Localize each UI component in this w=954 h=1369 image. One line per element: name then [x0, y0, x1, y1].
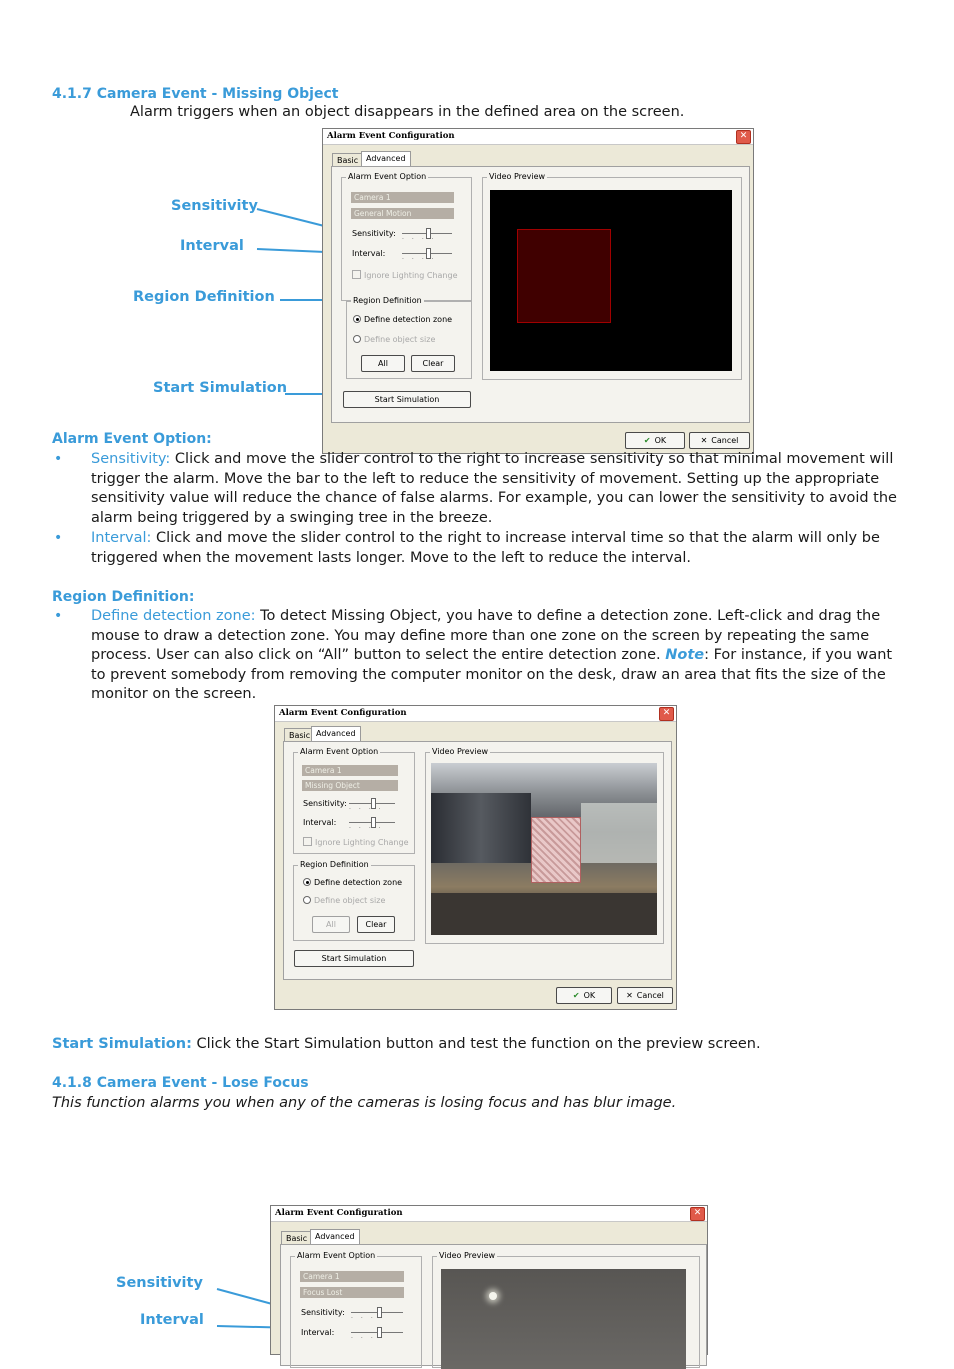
- region-definition-paragraph: [91, 607, 899, 705]
- detection-zone[interactable]: [517, 229, 611, 323]
- interval-label: Interval:: [301, 1328, 335, 1337]
- callout-sensitivity: Sensitivity: [171, 198, 258, 214]
- sensitivity-ticks: ····: [402, 236, 442, 243]
- radio-selected-icon: [303, 878, 311, 886]
- alarm-event-option-group: [290, 1251, 422, 1368]
- video-preview-screen[interactable]: [490, 190, 732, 371]
- tab-advanced[interactable]: Advanced: [361, 151, 411, 167]
- interval-label: Interval:: [303, 818, 337, 827]
- section-intro: Alarm triggers when an object disappears in the defined area on the screen.: [130, 104, 685, 120]
- video-preview-group: [425, 747, 664, 944]
- start-simulation-button[interactable]: Start Simulation: [343, 391, 471, 408]
- section-heading-missing-object: 4.1.7 Camera Event - Missing Object: [52, 86, 339, 102]
- define-zone-term: Define detection zone:: [91, 608, 256, 624]
- ignore-lighting-label: Ignore Lighting Change: [364, 271, 458, 280]
- region-definition-heading: Region Definition:: [52, 589, 195, 605]
- check-icon: ✔: [572, 991, 580, 1000]
- alarm-event-option-legend: Alarm Event Option: [348, 172, 427, 181]
- sensitivity-label: Sensitivity:: [352, 229, 396, 238]
- tab-panel: [331, 166, 750, 423]
- clear-button[interactable]: Clear: [411, 355, 455, 372]
- alarm-event-option-legend: Alarm Event Option: [300, 747, 379, 756]
- interval-term: Interval:: [91, 530, 152, 546]
- callout-start-simulation: Start Simulation: [153, 380, 288, 396]
- alarm-event-dialog-missing-object: [274, 705, 677, 1010]
- video-preview-legend: Video Preview: [439, 1251, 496, 1260]
- radio-selected-icon: [353, 315, 361, 323]
- checkbox-icon: [303, 837, 312, 846]
- ok-button[interactable]: [625, 432, 685, 449]
- tab-panel: [283, 741, 672, 980]
- ignore-lighting-checkbox: [352, 270, 458, 280]
- interval-ticks: ····: [349, 825, 389, 832]
- cancel-label: Cancel: [636, 991, 664, 1000]
- region-definition-legend: Region Definition: [300, 860, 369, 869]
- x-icon: ✕: [626, 991, 633, 1000]
- camera-field: Camera 1: [302, 765, 398, 776]
- video-preview-legend: Video Preview: [489, 172, 546, 181]
- detection-zone[interactable]: [531, 817, 581, 883]
- video-preview-group: [432, 1251, 700, 1368]
- bookshelf-shape: [431, 793, 531, 863]
- interval-ticks: ····: [402, 256, 442, 263]
- start-simulation-button[interactable]: Start Simulation: [294, 950, 414, 967]
- interval-paragraph: [91, 529, 901, 568]
- all-button[interactable]: All: [361, 355, 405, 372]
- clear-button[interactable]: Clear: [357, 916, 395, 933]
- sensitivity-text: Click and move the slider control to the right to increase sensitivity so that minimal movement will trigger the alarm. Move the bar to the left to reduce the sensitivity of movement. Setting up the appropriate sensitivity value will reduce the chance of false alarms. For example, you can lower the sensitivity to avoid the alarm being triggered by a swinging tree in the breeze.: [91, 451, 897, 526]
- ok-label: OK: [583, 991, 596, 1000]
- callout-region-definition: Region Definition: [133, 289, 275, 305]
- sensitivity-ticks: ····: [351, 1315, 391, 1322]
- video-preview-blurred[interactable]: [441, 1269, 686, 1369]
- video-preview-image[interactable]: [431, 763, 657, 935]
- cancel-label: Cancel: [711, 436, 739, 445]
- alarm-event-dialog-general-motion: [322, 128, 754, 454]
- ok-label: OK: [654, 436, 667, 445]
- define-object-size-label: Define object size: [364, 335, 436, 344]
- alarm-event-dialog-focus-lost: [270, 1205, 708, 1355]
- note-text: : For instance, if you want to prevent somebody from removing the computer monitor on the desk, draw an area that fits the size of the monitor on the screen.: [91, 647, 893, 703]
- camera-field: Camera 1: [300, 1271, 404, 1282]
- section-heading-lose-focus: 4.1.8 Camera Event - Lose Focus: [52, 1075, 309, 1091]
- alarm-event-option-heading: Alarm Event Option:: [52, 431, 212, 447]
- sensitivity-ticks: ····: [349, 806, 389, 813]
- ignore-lighting-label: Ignore Lighting Change: [315, 838, 409, 847]
- region-definition-group: [293, 860, 415, 941]
- define-object-size-radio: [303, 896, 385, 905]
- define-object-size-radio: [353, 335, 435, 344]
- tab-advanced[interactable]: Advanced: [311, 726, 361, 742]
- region-definition-group: [346, 296, 472, 379]
- define-object-size-label: Define object size: [314, 896, 386, 905]
- video-preview-legend: Video Preview: [432, 747, 489, 756]
- close-icon[interactable]: ✕: [659, 707, 674, 721]
- define-detection-zone-radio[interactable]: [303, 878, 402, 887]
- interval-text: Click and move the slider control to the right to increase interval time so that the alarm will only be triggered when the movement lasts longer. Move to the left to reduce the interval.: [91, 530, 880, 566]
- alarm-event-option-group: [341, 172, 472, 301]
- tab-advanced[interactable]: Advanced: [310, 1229, 360, 1245]
- start-simulation-paragraph: [52, 1035, 902, 1055]
- start-simulation-text: Click the Start Simulation button and test the function on the preview screen.: [191, 1036, 761, 1052]
- bullet-icon: •: [54, 451, 63, 467]
- sensitivity-label: Sensitivity:: [301, 1308, 345, 1317]
- x-icon: ✕: [700, 436, 708, 445]
- define-zone-text: To detect Missing Object, you have to define a detection zone. Left-click and drag the mouse to draw a detection zone. You may define more than one zone on the screen by repeating the same process. User can also click on “All” button to select the entire detection zone.: [91, 608, 881, 664]
- section-intro-lose-focus: This function alarms you when any of the cameras is losing focus and has blur image.: [52, 1095, 677, 1111]
- equipment-shape: [581, 803, 657, 863]
- video-preview-group: [482, 172, 742, 380]
- start-simulation-term: Start Simulation:: [52, 1036, 192, 1052]
- light-spot: [489, 1292, 497, 1300]
- radio-icon: [353, 335, 361, 343]
- define-detection-zone-label: Define detection zone: [364, 315, 453, 324]
- dialog-title: Alarm Event Configuration: [275, 706, 676, 722]
- dialog-title: Alarm Event Configuration: [271, 1206, 707, 1222]
- sensitivity-paragraph: [91, 450, 901, 528]
- bullet-icon: •: [54, 530, 63, 546]
- ok-button[interactable]: [556, 987, 612, 1004]
- tab-panel: [280, 1244, 707, 1366]
- cancel-button[interactable]: [689, 432, 750, 449]
- check-icon: ✔: [643, 436, 651, 445]
- define-detection-zone-radio[interactable]: [353, 315, 452, 324]
- alarm-event-option-group: [293, 747, 415, 854]
- tab-basic[interactable]: Basic: [332, 153, 363, 168]
- event-type-field: General Motion: [351, 208, 454, 219]
- interval-label: Interval:: [352, 249, 386, 258]
- alarm-event-option-legend: Alarm Event Option: [297, 1251, 376, 1260]
- camera-field: Camera 1: [351, 192, 454, 203]
- callout-interval-3: Interval: [140, 1312, 204, 1328]
- note-label: Note: [665, 647, 705, 664]
- bullet-icon: •: [54, 608, 63, 624]
- tab-basic[interactable]: Basic: [281, 1231, 312, 1246]
- close-icon[interactable]: ✕: [690, 1207, 705, 1221]
- region-definition-legend: Region Definition: [353, 296, 422, 305]
- all-button: All: [312, 916, 350, 933]
- cancel-button[interactable]: [617, 987, 673, 1004]
- callout-sensitivity-3: Sensitivity: [116, 1275, 203, 1291]
- dialog-title: Alarm Event Configuration: [323, 129, 753, 145]
- interval-ticks: ····: [351, 1335, 391, 1342]
- define-detection-zone-label: Define detection zone: [314, 878, 403, 887]
- close-icon[interactable]: ✕: [736, 130, 751, 144]
- ignore-lighting-checkbox: [303, 837, 409, 847]
- sensitivity-term: Sensitivity:: [91, 451, 171, 467]
- callout-interval: Interval: [180, 238, 244, 254]
- desk-shape: [431, 893, 657, 935]
- event-type-field: Missing Object: [302, 780, 398, 791]
- radio-icon: [303, 896, 311, 904]
- sensitivity-label: Sensitivity:: [303, 799, 347, 808]
- tab-basic[interactable]: Basic: [284, 728, 315, 743]
- event-type-field: Focus Lost: [300, 1287, 404, 1298]
- checkbox-icon: [352, 270, 361, 279]
